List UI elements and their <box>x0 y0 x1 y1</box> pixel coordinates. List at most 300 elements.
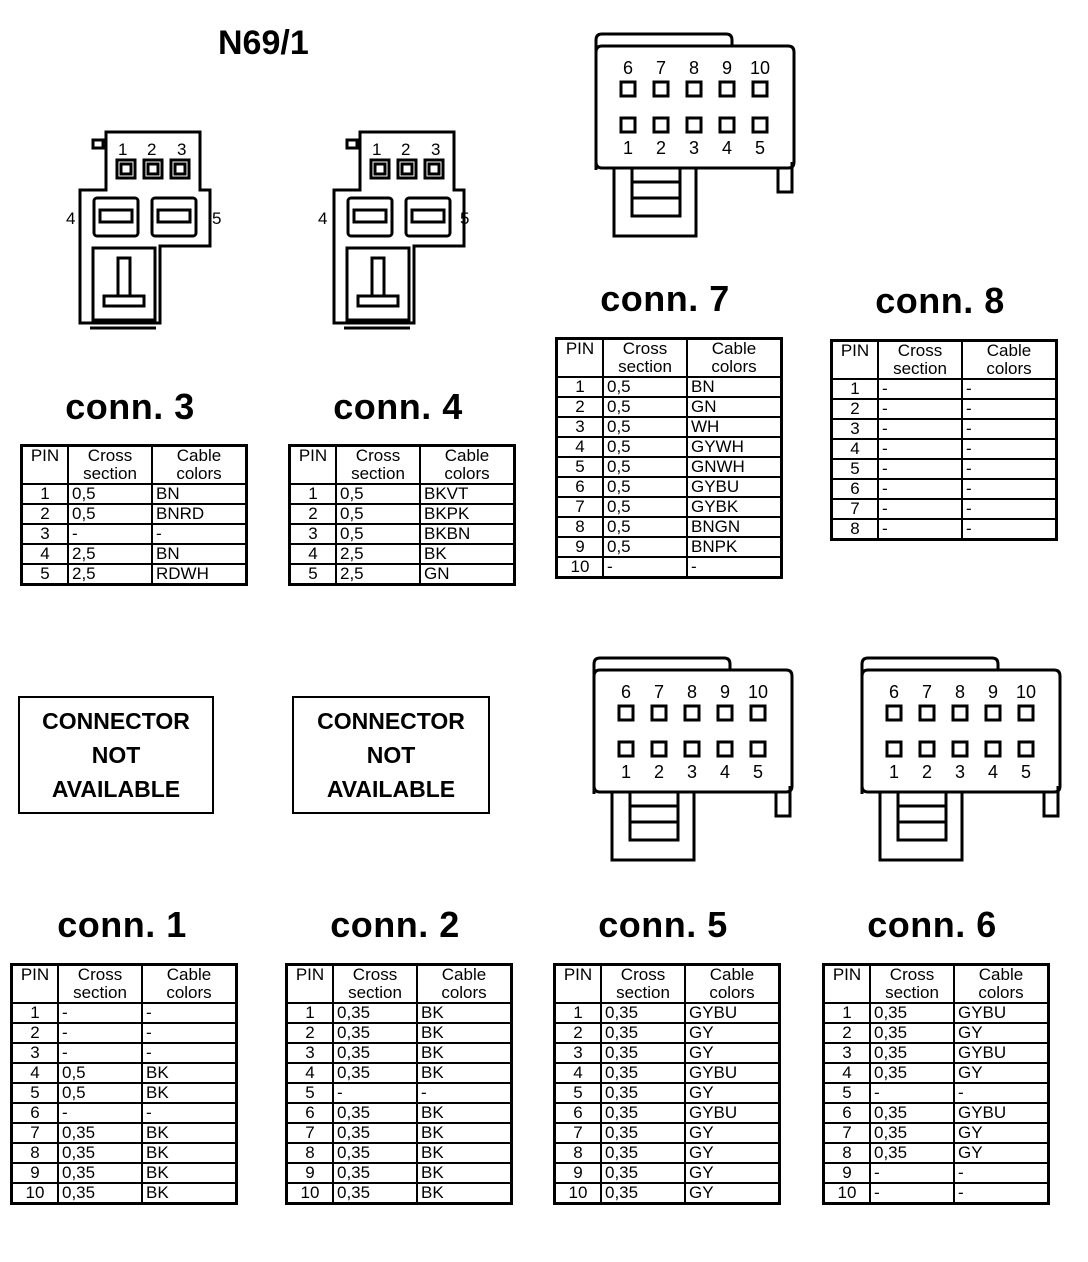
cable-color: - <box>962 399 1057 419</box>
pin-label: 2 <box>147 140 157 159</box>
cross-section: - <box>878 399 962 419</box>
cable-color: - <box>142 1023 237 1043</box>
pin-number: 9 <box>555 1163 602 1183</box>
cable-color: BK <box>417 1183 512 1204</box>
pin-number: 3 <box>290 524 337 544</box>
header-cross-section: Cross section <box>333 965 417 1004</box>
conn-5-pin-table <box>553 963 781 1205</box>
table-row <box>557 477 782 497</box>
pin-number: 7 <box>12 1123 59 1143</box>
cross-section: - <box>878 479 962 499</box>
pin-label: 3 <box>688 138 700 158</box>
table-row <box>287 1123 512 1143</box>
cable-color: BK <box>417 1043 512 1063</box>
cross-section: 0,35 <box>333 1063 417 1083</box>
pin-label: 1 <box>622 138 634 158</box>
cable-color: - <box>954 1083 1049 1103</box>
cross-section: 0,5 <box>603 397 687 417</box>
cross-section: 0,35 <box>333 1143 417 1163</box>
header-cross-section: Cross section <box>601 965 685 1004</box>
pin-number: 9 <box>824 1163 871 1183</box>
cross-section: - <box>870 1183 954 1204</box>
pin-label: 5 <box>752 762 764 782</box>
pin-number: 7 <box>824 1123 871 1143</box>
table-row <box>824 1143 1049 1163</box>
table-row <box>287 1063 512 1083</box>
cross-section: 0,5 <box>603 457 687 477</box>
table-row <box>824 1023 1049 1043</box>
pin-number: 10 <box>824 1183 871 1204</box>
cable-color: GNWH <box>687 457 782 477</box>
pin-number: 2 <box>22 504 69 524</box>
cable-color: BNGN <box>687 517 782 537</box>
cross-section: - <box>333 1083 417 1103</box>
cable-color: BK <box>417 1063 512 1083</box>
notice-line: AVAILABLE <box>51 776 181 802</box>
table-row <box>287 1103 512 1123</box>
table-row <box>555 1003 780 1023</box>
table-row <box>557 517 782 537</box>
header-pin: PIN <box>287 965 334 1004</box>
cable-color: - <box>962 379 1057 399</box>
cable-color: GYWH <box>687 437 782 457</box>
table-row <box>824 1103 1049 1123</box>
cross-section: 0,35 <box>333 1023 417 1043</box>
cable-color: BKBN <box>420 524 515 544</box>
pin-label: 7 <box>921 682 933 702</box>
table-row <box>832 519 1057 540</box>
pin-label: 10 <box>747 682 769 702</box>
pin-label: 6 <box>620 682 632 702</box>
pin-number: 6 <box>557 477 604 497</box>
conn-3-pin-table <box>20 444 248 586</box>
cross-section: 0,35 <box>601 1023 685 1043</box>
cross-section: 0,35 <box>58 1123 142 1143</box>
header-pin: PIN <box>832 341 879 380</box>
table-row <box>557 377 782 397</box>
cable-color: BK <box>417 1003 512 1023</box>
cross-section: 0,35 <box>333 1163 417 1183</box>
pin-number: 1 <box>12 1003 59 1023</box>
cross-section: 0,35 <box>333 1103 417 1123</box>
pin-number: 10 <box>12 1183 59 1204</box>
conn-6-pin-table <box>822 963 1050 1205</box>
cable-color: - <box>152 524 247 544</box>
cross-section: - <box>68 524 152 544</box>
cable-color: BK <box>142 1143 237 1163</box>
table-row <box>22 484 247 504</box>
cable-color: - <box>142 1043 237 1063</box>
pin-number: 2 <box>832 399 879 419</box>
conn-4-pin-table <box>288 444 516 586</box>
pin-number: 5 <box>832 459 879 479</box>
table-row <box>832 399 1057 419</box>
pin-number: 6 <box>555 1103 602 1123</box>
conn-7-title: conn. 7 <box>600 278 730 319</box>
pin-number: 2 <box>557 397 604 417</box>
table-row <box>290 544 515 564</box>
pin-label: 4 <box>66 209 76 228</box>
table-row <box>557 537 782 557</box>
conn-8-title: conn. 8 <box>875 280 1005 321</box>
cable-color: GN <box>687 397 782 417</box>
cable-color: BN <box>687 377 782 397</box>
pin-number: 3 <box>832 419 879 439</box>
cross-section: - <box>870 1163 954 1183</box>
pin-number: 6 <box>12 1103 59 1123</box>
cross-section: 0,35 <box>870 1003 954 1023</box>
pin-number: 1 <box>290 484 337 504</box>
cross-section: - <box>878 379 962 399</box>
pin-number: 3 <box>287 1043 334 1063</box>
connector-5-drawing <box>590 654 800 866</box>
cross-section: 0,35 <box>58 1163 142 1183</box>
header-cable-colors: Cable colors <box>142 965 237 1004</box>
cross-section: 0,35 <box>870 1103 954 1123</box>
table-row <box>555 1123 780 1143</box>
cross-section: - <box>870 1083 954 1103</box>
pin-label: 1 <box>620 762 632 782</box>
pin-number: 3 <box>824 1043 871 1063</box>
table-row <box>290 504 515 524</box>
pin-number: 3 <box>555 1043 602 1063</box>
cross-section: - <box>58 1023 142 1043</box>
table-row <box>12 1103 237 1123</box>
conn-7-pin-table <box>555 337 783 579</box>
cable-color: RDWH <box>152 564 247 585</box>
cross-section: 0,35 <box>333 1183 417 1204</box>
conn-4-title: conn. 4 <box>333 386 463 427</box>
cross-section: - <box>58 1103 142 1123</box>
cable-color: GY <box>954 1143 1049 1163</box>
cross-section: - <box>58 1003 142 1023</box>
pin-label: 2 <box>401 140 411 159</box>
pin-number: 2 <box>12 1023 59 1043</box>
cross-section: 0,35 <box>601 1043 685 1063</box>
pin-number: 7 <box>557 497 604 517</box>
table-row <box>12 1023 237 1043</box>
pin-label: 3 <box>177 140 187 159</box>
table-row <box>12 1083 237 1103</box>
table-row <box>824 1083 1049 1103</box>
table-row <box>287 1023 512 1043</box>
pin-number: 8 <box>12 1143 59 1163</box>
table-row <box>832 379 1057 399</box>
header-cable-colors: Cable colors <box>420 446 515 485</box>
pin-number: 4 <box>557 437 604 457</box>
pin-number: 4 <box>832 439 879 459</box>
cross-section: - <box>58 1043 142 1063</box>
pin-number: 1 <box>832 379 879 399</box>
pin-label: 5 <box>754 138 766 158</box>
cable-color: BK <box>417 1143 512 1163</box>
table-row <box>824 1123 1049 1143</box>
cable-color: BN <box>152 544 247 564</box>
pin-label: 2 <box>921 762 933 782</box>
pin-label: 2 <box>655 138 667 158</box>
cross-section: 0,5 <box>336 524 420 544</box>
header-cable-colors: Cable colors <box>685 965 780 1004</box>
connector-not-available-notice <box>292 696 490 814</box>
pin-number: 3 <box>22 524 69 544</box>
cross-section: 2,5 <box>336 544 420 564</box>
pin-number: 10 <box>557 557 604 578</box>
table-row <box>832 459 1057 479</box>
cross-section: 0,35 <box>870 1143 954 1163</box>
pin-number: 1 <box>22 484 69 504</box>
table-row <box>555 1103 780 1123</box>
cable-color: GY <box>685 1043 780 1063</box>
table-row <box>555 1063 780 1083</box>
pin-number: 9 <box>287 1163 334 1183</box>
connector-3-drawing <box>60 128 230 334</box>
pin-number: 2 <box>287 1023 334 1043</box>
cross-section: 0,35 <box>870 1063 954 1083</box>
table-row <box>287 1163 512 1183</box>
pin-number: 2 <box>824 1023 871 1043</box>
pin-number: 7 <box>555 1123 602 1143</box>
cable-color: BNRD <box>152 504 247 524</box>
connector-4-drawing <box>314 128 484 334</box>
notice-line: NOT <box>366 742 416 768</box>
cross-section: - <box>878 459 962 479</box>
cross-section: 0,5 <box>603 417 687 437</box>
pin-number: 2 <box>290 504 337 524</box>
pin-label: 5 <box>1020 762 1032 782</box>
pin-label: 4 <box>719 762 731 782</box>
cable-color: - <box>962 439 1057 459</box>
notice-line: NOT <box>91 742 141 768</box>
pin-number: 3 <box>557 417 604 437</box>
cross-section: 2,5 <box>336 564 420 585</box>
cable-color: GY <box>954 1063 1049 1083</box>
table-row <box>824 1063 1049 1083</box>
pin-label: 9 <box>719 682 731 702</box>
table-row <box>287 1183 512 1204</box>
conn-2-title: conn. 2 <box>330 904 460 945</box>
header-cross-section: Cross section <box>603 339 687 378</box>
cross-section: 0,35 <box>870 1123 954 1143</box>
pin-number: 6 <box>832 479 879 499</box>
cable-color: GYBU <box>687 477 782 497</box>
header-cross-section: Cross section <box>58 965 142 1004</box>
cable-color: BN <box>152 484 247 504</box>
pin-number: 4 <box>824 1063 871 1083</box>
cross-section: 0,35 <box>333 1003 417 1023</box>
cross-section: 0,35 <box>601 1143 685 1163</box>
pin-label: 3 <box>686 762 698 782</box>
cable-color: GYBU <box>954 1103 1049 1123</box>
cable-color: BKVT <box>420 484 515 504</box>
table-row <box>12 1003 237 1023</box>
table-row <box>557 457 782 477</box>
header-pin: PIN <box>824 965 871 1004</box>
pin-number: 5 <box>290 564 337 585</box>
cross-section: - <box>878 519 962 540</box>
conn-8-pin-table <box>830 339 1058 541</box>
pin-number: 6 <box>287 1103 334 1123</box>
pin-number: 8 <box>287 1143 334 1163</box>
cross-section: 2,5 <box>68 544 152 564</box>
pin-label: 8 <box>686 682 698 702</box>
pin-number: 1 <box>824 1003 871 1023</box>
cable-color: BK <box>142 1123 237 1143</box>
pin-label: 1 <box>372 140 382 159</box>
cross-section: 0,5 <box>58 1083 142 1103</box>
pin-number: 8 <box>557 517 604 537</box>
header-cable-colors: Cable colors <box>962 341 1057 380</box>
header-cable-colors: Cable colors <box>417 965 512 1004</box>
cable-color: BK <box>417 1103 512 1123</box>
cross-section: 0,5 <box>336 484 420 504</box>
cross-section: 0,35 <box>870 1043 954 1063</box>
table-row <box>555 1143 780 1163</box>
cross-section: 0,35 <box>601 1083 685 1103</box>
table-row <box>22 504 247 524</box>
cable-color: GN <box>420 564 515 585</box>
header-pin: PIN <box>555 965 602 1004</box>
pin-number: 5 <box>12 1083 59 1103</box>
cable-color: - <box>962 459 1057 479</box>
cable-color: GY <box>685 1163 780 1183</box>
cross-section: 0,5 <box>68 484 152 504</box>
cross-section: 0,35 <box>870 1023 954 1043</box>
cable-color: - <box>142 1003 237 1023</box>
header-cross-section: Cross section <box>68 446 152 485</box>
pin-number: 4 <box>287 1063 334 1083</box>
pin-number: 1 <box>555 1003 602 1023</box>
table-row <box>555 1163 780 1183</box>
page-title: N69/1 <box>218 24 309 62</box>
connector-6-drawing <box>858 654 1068 866</box>
cross-section: 0,5 <box>603 537 687 557</box>
header-pin: PIN <box>557 339 604 378</box>
pin-number: 4 <box>12 1063 59 1083</box>
pin-label: 6 <box>622 58 634 78</box>
notice-line: CONNECTOR <box>317 708 465 734</box>
cross-section: - <box>878 419 962 439</box>
pin-label: 1 <box>888 762 900 782</box>
pin-number: 5 <box>824 1083 871 1103</box>
pin-label: 6 <box>888 682 900 702</box>
table-row <box>290 564 515 585</box>
cable-color: GYBU <box>954 1003 1049 1023</box>
cross-section: 0,5 <box>603 377 687 397</box>
table-row <box>22 564 247 585</box>
table-row <box>555 1023 780 1043</box>
cross-section: 0,5 <box>336 504 420 524</box>
header-cross-section: Cross section <box>870 965 954 1004</box>
table-row <box>832 419 1057 439</box>
pin-number: 5 <box>557 457 604 477</box>
table-row <box>290 524 515 544</box>
cable-color: BK <box>417 1023 512 1043</box>
header-pin: PIN <box>290 446 337 485</box>
header-cross-section: Cross section <box>878 341 962 380</box>
table-row <box>12 1123 237 1143</box>
cable-color: GYBU <box>685 1003 780 1023</box>
pin-label: 9 <box>987 682 999 702</box>
conn-1-title: conn. 1 <box>57 904 187 945</box>
cable-color: - <box>687 557 782 578</box>
table-row <box>287 1003 512 1023</box>
cable-color: GY <box>954 1023 1049 1043</box>
table-row <box>287 1043 512 1063</box>
cross-section: - <box>603 557 687 578</box>
cross-section: 0,35 <box>333 1043 417 1063</box>
pin-number: 9 <box>557 537 604 557</box>
table-row <box>555 1083 780 1103</box>
cable-color: GY <box>685 1123 780 1143</box>
table-row <box>824 1003 1049 1023</box>
cable-color: BK <box>142 1063 237 1083</box>
pin-label: 9 <box>721 58 733 78</box>
table-row <box>555 1183 780 1204</box>
table-row <box>832 479 1057 499</box>
cross-section: 0,5 <box>603 517 687 537</box>
cable-color: BK <box>417 1123 512 1143</box>
notice-line: AVAILABLE <box>326 776 456 802</box>
cross-section: 0,5 <box>603 477 687 497</box>
cross-section: 0,5 <box>58 1063 142 1083</box>
pin-label: 4 <box>721 138 733 158</box>
pin-label: 8 <box>954 682 966 702</box>
header-cross-section: Cross section <box>336 446 420 485</box>
conn-1-pin-table <box>10 963 238 1205</box>
cross-section: - <box>878 499 962 519</box>
pin-number: 4 <box>555 1063 602 1083</box>
pin-label: 4 <box>987 762 999 782</box>
table-row <box>824 1043 1049 1063</box>
table-row <box>290 484 515 504</box>
table-row <box>287 1083 512 1103</box>
pin-number: 4 <box>22 544 69 564</box>
pin-number: 8 <box>555 1143 602 1163</box>
table-row <box>22 544 247 564</box>
conn-3-title: conn. 3 <box>65 386 195 427</box>
pin-label: 7 <box>655 58 667 78</box>
cable-color: GY <box>954 1123 1049 1143</box>
cable-color: - <box>954 1183 1049 1204</box>
pin-number: 3 <box>12 1043 59 1063</box>
cable-color: GYBU <box>954 1043 1049 1063</box>
pin-label: 4 <box>318 209 328 228</box>
cross-section: 0,35 <box>601 1123 685 1143</box>
notice-line: CONNECTOR <box>42 708 190 734</box>
pin-number: 6 <box>824 1103 871 1123</box>
cable-color: WH <box>687 417 782 437</box>
table-row <box>287 1143 512 1163</box>
table-row <box>557 437 782 457</box>
cable-color: - <box>962 499 1057 519</box>
cable-color: - <box>962 519 1057 540</box>
cable-color: BNPK <box>687 537 782 557</box>
table-row <box>22 524 247 544</box>
table-row <box>557 557 782 578</box>
cross-section: 0,35 <box>58 1143 142 1163</box>
cable-color: BK <box>142 1183 237 1204</box>
pin-number: 10 <box>555 1183 602 1204</box>
pin-label: 3 <box>954 762 966 782</box>
pin-label: 8 <box>688 58 700 78</box>
header-cable-colors: Cable colors <box>687 339 782 378</box>
cable-color: BK <box>420 544 515 564</box>
pin-number: 2 <box>555 1023 602 1043</box>
cross-section: 0,35 <box>58 1183 142 1204</box>
table-row <box>12 1043 237 1063</box>
cable-color: GY <box>685 1183 780 1204</box>
cross-section: 0,5 <box>603 437 687 457</box>
